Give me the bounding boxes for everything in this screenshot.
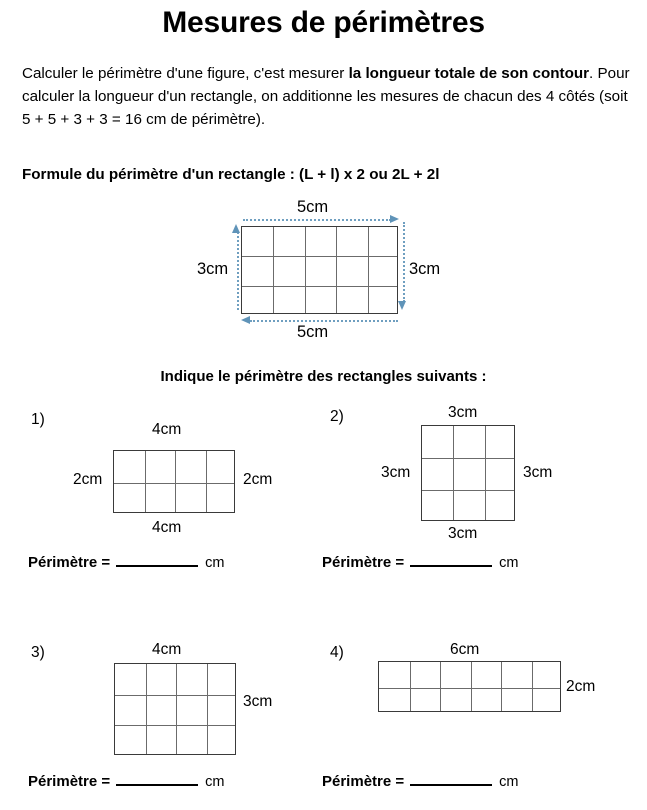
grid-line-horizontal <box>422 490 514 491</box>
example-top-arrowhead-icon <box>390 215 399 223</box>
exercise-4-grid <box>378 661 561 712</box>
example-bottom-arrow <box>250 320 398 322</box>
example-left-arrowhead-icon <box>232 224 240 233</box>
grid-line-vertical <box>206 451 207 512</box>
grid-line-horizontal <box>114 483 234 484</box>
example-left-arrow <box>237 232 239 310</box>
exercise-1-grid <box>113 450 235 513</box>
exercise-2-right-label: 3cm <box>523 464 553 481</box>
exercise-2-top-label: 3cm <box>448 404 478 421</box>
grid-line-vertical <box>176 664 177 754</box>
grid-line-horizontal <box>242 256 397 257</box>
exercise-3-right-label: 3cm <box>243 693 273 710</box>
page-title: Mesures de périmètres <box>162 6 485 39</box>
grid-line-horizontal <box>242 286 397 287</box>
grid-line-vertical <box>305 227 306 313</box>
grid-line-vertical <box>440 662 441 711</box>
exercise-3-answer-input[interactable] <box>116 773 198 786</box>
exercise-3-grid <box>114 663 236 755</box>
exercise-3-top-label: 4cm <box>152 641 182 658</box>
exercise-4-answer-row <box>322 773 518 790</box>
intro-text-bold: la longueur totale de son contour <box>348 65 590 82</box>
example-right-arrow <box>403 222 405 302</box>
exercise-4-right-label: 2cm <box>566 678 596 695</box>
grid-line-horizontal <box>379 688 560 689</box>
grid-line-vertical <box>145 451 146 512</box>
grid-line-vertical <box>146 664 147 754</box>
exercise-3-number: 3) <box>31 644 45 661</box>
exercise-3-answer-row <box>28 773 224 790</box>
exercise-2-answer-label: Périmètre = <box>322 554 405 571</box>
exercise-4-answer-label: Périmètre = <box>322 773 405 790</box>
grid-line-vertical <box>336 227 337 313</box>
grid-line-horizontal <box>115 695 235 696</box>
exercise-1-answer-input[interactable] <box>116 554 198 567</box>
exercise-1-right-label: 2cm <box>243 471 273 488</box>
exercise-2-answer-row <box>322 554 518 571</box>
exercise-2-grid <box>421 425 515 521</box>
grid-line-vertical <box>175 451 176 512</box>
example-right-arrowhead-icon <box>398 301 406 310</box>
exercise-3-answer-unit: cm <box>205 774 225 790</box>
grid-line-vertical <box>501 662 502 711</box>
example-bottom-label: 5cm <box>297 323 329 341</box>
grid-line-vertical <box>410 662 411 711</box>
exercise-1-number: 1) <box>31 411 45 428</box>
exercise-1-bottom-label: 4cm <box>152 519 182 536</box>
exercise-2-left-label: 3cm <box>381 464 411 481</box>
grid-line-vertical <box>207 664 208 754</box>
exercise-1-answer-row <box>28 554 224 571</box>
grid-line-vertical <box>471 662 472 711</box>
exercise-1-left-label: 2cm <box>73 471 103 488</box>
grid-line-horizontal <box>115 725 235 726</box>
example-top-arrow <box>243 219 391 221</box>
grid-line-vertical <box>453 426 454 520</box>
example-right-label: 3cm <box>409 260 441 278</box>
example-top-label: 5cm <box>297 198 329 216</box>
exercise-2-number: 2) <box>330 408 344 425</box>
grid-line-vertical <box>532 662 533 711</box>
example-left-label: 3cm <box>197 260 229 278</box>
exercise-1-answer-unit: cm <box>205 555 225 571</box>
exercise-1-top-label: 4cm <box>152 421 182 438</box>
exercise-4-answer-input[interactable] <box>410 773 492 786</box>
example-bottom-arrowhead-icon <box>241 316 250 324</box>
exercise-1-answer-label: Périmètre = <box>28 554 111 571</box>
grid-line-horizontal <box>422 458 514 459</box>
exercise-4-answer-unit: cm <box>499 774 519 790</box>
exercise-2-answer-input[interactable] <box>410 554 492 567</box>
instruction-line: Indique le périmètre des rectangles suivants : <box>160 368 487 385</box>
exercise-3-answer-label: Périmètre = <box>28 773 111 790</box>
exercise-4-top-label: 6cm <box>450 641 480 658</box>
grid-line-vertical <box>485 426 486 520</box>
exercise-2-answer-unit: cm <box>499 555 519 571</box>
grid-line-vertical <box>368 227 369 313</box>
intro-text-part2: . Pour calculer la longueur d'un rectangle, on additionne les mesures de chacun des 4 côtés (soit 5 + 5 + 3 + 3 = 16 cm de périmètre). <box>22 65 630 128</box>
exercise-4-number: 4) <box>330 644 344 661</box>
grid-line-vertical <box>273 227 274 313</box>
exercise-2-bottom-label: 3cm <box>448 525 478 542</box>
example-grid <box>241 226 398 314</box>
formula-line: Formule du périmètre d'un rectangle : (L + l) x 2 ou 2L + 2l <box>22 166 440 183</box>
intro-paragraph <box>22 62 630 131</box>
intro-text-part1: Calculer le périmètre d'une figure, c'est mesurer <box>22 65 349 82</box>
